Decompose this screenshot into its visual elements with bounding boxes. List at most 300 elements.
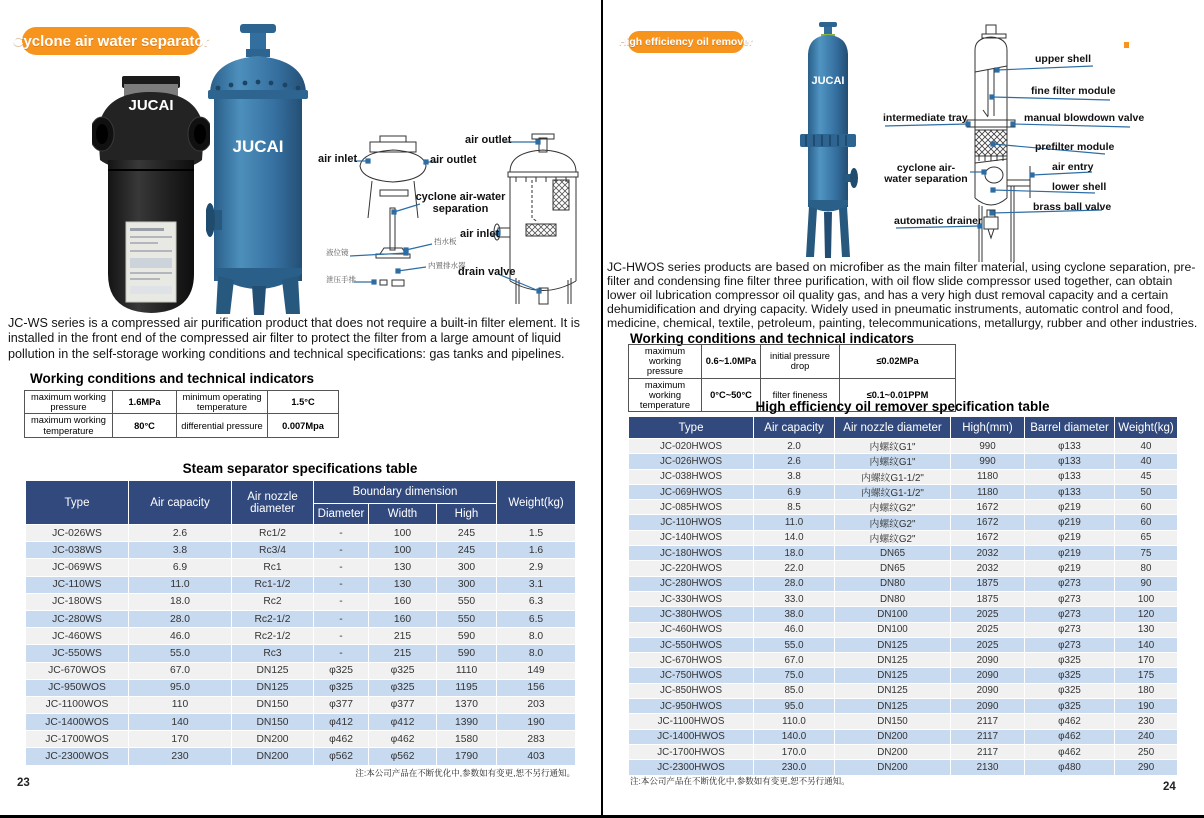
table-cell: φ133 [1025, 439, 1115, 454]
label-cyclone-separation: cyclone air-water separation [884, 162, 968, 186]
table-cell: 46.0 [129, 628, 232, 645]
working-conditions-heading: Working conditions and technical indicators [630, 331, 915, 346]
section-badge-oil-remover: High efficiency oil remover [628, 31, 744, 53]
table-row [629, 439, 1178, 454]
column-header-weight: Weight(kg) [497, 481, 576, 525]
table-cell: 240 [1115, 729, 1178, 744]
label-vessel-drain-valve: drain valve [458, 266, 516, 278]
table-cell: 590 [437, 628, 497, 645]
table-cell: 55.0 [129, 645, 232, 662]
table-cell: DN65 [835, 546, 951, 561]
label-level-gauge: 液位镜 [326, 248, 349, 257]
table-cell: - [314, 559, 369, 576]
table-row [26, 525, 576, 542]
table-cell: φ325 [369, 679, 437, 696]
table-row [26, 559, 576, 576]
table-cell: JC-850HWOS [629, 683, 754, 698]
table-cell: 175 [1115, 668, 1178, 683]
table-cell: 1672 [951, 515, 1025, 530]
table-cell: DN200 [835, 760, 951, 775]
table-row [629, 653, 1178, 668]
series-description: JC-WS series is a compressed air purification product that does not require a built-in filter element. It is installed in the front end of the compressed air filter to protect the filter from a large amount of liquid pollution in the self-storage working conditions and technical specifications: gas tanks and pipelines. [8, 316, 580, 361]
table-row [26, 628, 576, 645]
table-cell: initial pressure drop [761, 345, 840, 379]
table-cell: JC-670HWOS [629, 653, 754, 668]
table-cell: 100 [369, 525, 437, 542]
table-row [629, 546, 1178, 561]
label-lower-shell: lower shell [1052, 181, 1107, 193]
table-row [26, 679, 576, 696]
table-row [629, 530, 1178, 545]
table-cell: 内螺纹G2" [835, 515, 951, 530]
series-description: JC-HWOS series products are based on microfiber as the main filter material, using cyclone separation, pre-filter and condensing fine filter three purification, with oil flow slide compressor used together, can obtain lower oil lubrication compressor oil quality gas, and has a very high dust removal capacity and a certain dehumidification and drying capacity. Widely used in pneumatic instruments, automatic control and food, medicine, chemical, textile, petroleum, painting, telecommunications, metallurgy, rubber and other industries. [607, 260, 1198, 330]
table-cell: 1875 [951, 576, 1025, 591]
table-row [26, 662, 576, 679]
table-cell: φ219 [1025, 530, 1115, 545]
table-cell: 内螺纹G2" [835, 530, 951, 545]
table-cell: JC-950WOS [26, 679, 129, 696]
table-cell: 1110 [437, 662, 497, 679]
table-cell: φ462 [1025, 714, 1115, 729]
table-cell: 40 [1115, 454, 1178, 469]
table-cell: DN125 [835, 637, 951, 652]
table-cell: 230.0 [754, 760, 835, 775]
column-header-width: Width [369, 504, 437, 525]
table-row [629, 668, 1178, 683]
table-cell: JC-670WOS [26, 662, 129, 679]
table-cell: 90 [1115, 576, 1178, 591]
table-cell: φ273 [1025, 637, 1115, 652]
column-header-nozzle: Air nozzle diameter [232, 481, 314, 525]
table-cell: 内螺纹G1" [835, 439, 951, 454]
table-cell: φ325 [314, 662, 369, 679]
table-cell: JC-1400WOS [26, 714, 129, 731]
table-cell: 内螺纹G1-1/2" [835, 469, 951, 484]
label-air-inlet: air inlet [318, 153, 358, 165]
table-cell: JC-1100WOS [26, 696, 129, 713]
table-cell: 550 [437, 610, 497, 627]
page-number: 23 [17, 777, 30, 789]
table-cell: 1180 [951, 484, 1025, 499]
table-cell: 0°C~50°C [702, 378, 761, 412]
table-cell: JC-1400HWOS [629, 729, 754, 744]
table-cell: JC-550WS [26, 645, 129, 662]
table-cell: 140 [129, 714, 232, 731]
table-cell: - [314, 593, 369, 610]
table-cell: 2117 [951, 729, 1025, 744]
table-cell: 2.0 [754, 439, 835, 454]
table-cell: 2090 [951, 683, 1025, 698]
table-cell: φ562 [369, 748, 437, 765]
table-cell: differential pressure [177, 414, 268, 437]
table-cell: 140.0 [754, 729, 835, 744]
table-cell: 6.3 [497, 593, 576, 610]
table-cell: φ480 [1025, 760, 1115, 775]
table-cell: 160 [369, 610, 437, 627]
table-row [629, 345, 956, 379]
table-cell: - [314, 628, 369, 645]
table-cell: φ133 [1025, 469, 1115, 484]
table-row [26, 542, 576, 559]
table-row [629, 729, 1178, 744]
working-conditions-table [24, 390, 339, 438]
table-row [26, 645, 576, 662]
table-cell: DN125 [232, 679, 314, 696]
table-cell: 22.0 [754, 561, 835, 576]
table-cell: 1.5°C [268, 391, 339, 414]
column-header-air-capacity: Air capacity [129, 481, 232, 525]
table-cell: 11.0 [754, 515, 835, 530]
table-cell: 6.5 [497, 610, 576, 627]
table-cell: Rc3/4 [232, 542, 314, 559]
table-cell: 67.0 [754, 653, 835, 668]
table-cell: 290 [1115, 760, 1178, 775]
table-cell: - [314, 525, 369, 542]
table-cell: 190 [1115, 699, 1178, 714]
table-row [629, 744, 1178, 759]
table-cell: Rc2-1/2 [232, 610, 314, 627]
table-cell: - [314, 576, 369, 593]
table-cell: 245 [437, 525, 497, 542]
table-cell: - [314, 645, 369, 662]
table-cell: 1195 [437, 679, 497, 696]
table-cell: 245 [437, 542, 497, 559]
table-cell: 300 [437, 576, 497, 593]
table-cell: ≤0.02MPa [840, 345, 956, 379]
table-row [629, 699, 1178, 714]
label-builtin-drainer: 内置排水器 [428, 261, 466, 270]
table-row [629, 637, 1178, 652]
table-cell: φ462 [1025, 744, 1115, 759]
table-cell: JC-140HWOS [629, 530, 754, 545]
label-automatic-drainer: automatic drainer [894, 215, 983, 227]
table-row [629, 591, 1178, 606]
table-cell: Rc1-1/2 [232, 576, 314, 593]
table-cell: 55.0 [754, 637, 835, 652]
table-cell: 2032 [951, 546, 1025, 561]
oil-remover-spec-table [628, 416, 1178, 776]
table-row [629, 683, 1178, 698]
table-cell: 95.0 [754, 699, 835, 714]
table-cell: DN150 [232, 696, 314, 713]
table-row [25, 414, 339, 437]
table-cell: φ462 [369, 731, 437, 748]
orange-marker-dot [1124, 42, 1129, 48]
label-vessel-air-inlet: air inlet [460, 228, 500, 240]
table-cell: 8.0 [497, 628, 576, 645]
column-header-diameter: Diameter [314, 504, 369, 525]
column-header-nozzle: Air nozzle diameter [835, 417, 951, 439]
page-divider [601, 0, 603, 818]
table-cell: φ219 [1025, 515, 1115, 530]
table-cell: 3.8 [129, 542, 232, 559]
table-row [26, 696, 576, 713]
table-cell: DN200 [232, 731, 314, 748]
column-header-high: High [437, 504, 497, 525]
table-cell: 75.0 [754, 668, 835, 683]
table-cell: 2.9 [497, 559, 576, 576]
table-cell: 100 [369, 542, 437, 559]
table-cell: DN65 [835, 561, 951, 576]
table-cell: 内螺纹G1" [835, 454, 951, 469]
table-cell: JC-280HWOS [629, 576, 754, 591]
label-upper-shell: upper shell [1035, 53, 1092, 65]
table-cell: filter fineness [761, 378, 840, 412]
table-cell: 550 [437, 593, 497, 610]
table-cell: 1.6MPa [113, 391, 177, 414]
table-cell: 250 [1115, 744, 1178, 759]
table-cell: 230 [129, 748, 232, 765]
table-cell: 6.9 [129, 559, 232, 576]
page-number: 24 [1163, 781, 1176, 793]
table-cell: JC-1700HWOS [629, 744, 754, 759]
table-cell: 18.0 [754, 546, 835, 561]
table-cell: φ219 [1025, 546, 1115, 561]
table-cell: 403 [497, 748, 576, 765]
table-cell: φ273 [1025, 622, 1115, 637]
table-cell: DN150 [835, 714, 951, 729]
column-header-weight: Weight(kg) [1115, 417, 1178, 439]
table-row [629, 561, 1178, 576]
label-cyclone-separation: cyclone air-water separation [415, 191, 506, 215]
table-cell: DN150 [232, 714, 314, 731]
table-row [26, 748, 576, 765]
table-cell: 2090 [951, 653, 1025, 668]
table-cell: 180 [1115, 683, 1178, 698]
table-cell: 1370 [437, 696, 497, 713]
table-row [26, 593, 576, 610]
table-cell: 80°C [113, 414, 177, 437]
working-conditions-heading: Working conditions and technical indicators [30, 371, 315, 386]
label-relief-hand-valve: 泄压手排 [326, 275, 356, 284]
table-cell: maximum working pressure [629, 345, 702, 379]
table-row [26, 576, 576, 593]
table-cell: 1390 [437, 714, 497, 731]
table-cell: JC-069HWOS [629, 484, 754, 499]
table-cell: 2025 [951, 622, 1025, 637]
table-cell: 33.0 [754, 591, 835, 606]
table-cell: φ377 [369, 696, 437, 713]
table-cell: JC-550HWOS [629, 637, 754, 652]
table-cell: 28.0 [129, 610, 232, 627]
table-cell: 130 [369, 576, 437, 593]
table-cell: φ219 [1025, 500, 1115, 515]
table-cell: 0.6~1.0MPa [702, 345, 761, 379]
table-cell: 590 [437, 645, 497, 662]
table-cell: 75 [1115, 546, 1178, 561]
table-cell: 130 [369, 559, 437, 576]
label-fine-filter-module: fine filter module [1031, 85, 1116, 97]
table-cell: 2025 [951, 607, 1025, 622]
table-row [629, 622, 1178, 637]
table-row [26, 610, 576, 627]
table-cell: JC-460HWOS [629, 622, 754, 637]
table-cell: 内螺纹G1-1/2" [835, 484, 951, 499]
table-cell: 2025 [951, 637, 1025, 652]
table-cell: DN100 [835, 622, 951, 637]
table-cell: Rc3 [232, 645, 314, 662]
table-cell: JC-280WS [26, 610, 129, 627]
table-cell: 85.0 [754, 683, 835, 698]
label-prefilter-module: prefilter module [1035, 141, 1115, 153]
table-cell: 1875 [951, 591, 1025, 606]
brand-logo: JUCAI [232, 137, 284, 156]
table-cell: DN200 [835, 744, 951, 759]
column-header-high: High(mm) [951, 417, 1025, 439]
table-cell: 65 [1115, 530, 1178, 545]
table-cell: 140 [1115, 637, 1178, 652]
tall-vessel-photo [797, 22, 859, 260]
spec-table-title: High efficiency oil remover specification table [755, 399, 1050, 414]
table-cell: 1.6 [497, 542, 576, 559]
table-cell: 60 [1115, 515, 1178, 530]
table-cell: 990 [951, 439, 1025, 454]
table-cell: DN100 [835, 607, 951, 622]
table-row [629, 576, 1178, 591]
table-cell: 100 [1115, 591, 1178, 606]
label-intermediate-tray: intermediate tray [883, 112, 968, 124]
table-cell: 170 [1115, 653, 1178, 668]
table-cell: 60 [1115, 500, 1178, 515]
label-air-outlet: air outlet [430, 154, 477, 166]
spec-table-title: Steam separator specifications table [182, 461, 418, 476]
table-row [629, 484, 1178, 499]
column-header-barrel: Barrel diameter [1025, 417, 1115, 439]
table-cell: 156 [497, 679, 576, 696]
table-cell: 300 [437, 559, 497, 576]
column-header-type: Type [629, 417, 754, 439]
table-cell: 14.0 [754, 530, 835, 545]
section-badge-cyclone-separator: Cyclone air water separator [22, 27, 200, 55]
table-cell: 1672 [951, 500, 1025, 515]
table-cell: φ562 [314, 748, 369, 765]
table-cell: φ273 [1025, 576, 1115, 591]
table-cell: Rc2-1/2 [232, 628, 314, 645]
table-cell: φ412 [369, 714, 437, 731]
column-header-air-capacity: Air capacity [754, 417, 835, 439]
table-cell: 6.9 [754, 484, 835, 499]
table-cell: 3.8 [754, 469, 835, 484]
table-cell: DN80 [835, 576, 951, 591]
table-row [629, 760, 1178, 775]
table-cell: DN125 [232, 662, 314, 679]
table-cell: ≤0.1~0.01PPM [840, 378, 956, 412]
table-cell: φ377 [314, 696, 369, 713]
table-cell: 203 [497, 696, 576, 713]
table-row [25, 391, 339, 414]
label-air-entry: air entry [1052, 161, 1094, 173]
table-cell: JC-2300HWOS [629, 760, 754, 775]
table-cell: DN125 [835, 699, 951, 714]
table-footnote: 注:本公司产品在不断优化中,参数如有变更,恕不另行通知。 [630, 776, 850, 786]
blue-vessel-photo [206, 24, 310, 316]
label-vessel-air-outlet: air outlet [465, 134, 512, 146]
table-cell: Rc1 [232, 559, 314, 576]
table-cell: DN80 [835, 591, 951, 606]
table-cell: φ462 [1025, 729, 1115, 744]
table-row [629, 607, 1178, 622]
table-cell: JC-110WS [26, 576, 129, 593]
table-cell: 283 [497, 731, 576, 748]
table-cell: JC-038HWOS [629, 469, 754, 484]
table-cell: φ273 [1025, 591, 1115, 606]
table-cell: 0.007Mpa [268, 414, 339, 437]
column-header-type: Type [26, 481, 129, 525]
table-cell: maximum working temperature [25, 414, 113, 437]
table-cell: φ273 [1025, 607, 1115, 622]
table-cell: 1580 [437, 731, 497, 748]
table-cell: maximum working pressure [25, 391, 113, 414]
table-cell: 40 [1115, 439, 1178, 454]
table-row [629, 454, 1178, 469]
table-cell: φ325 [1025, 668, 1115, 683]
table-cell: DN125 [835, 653, 951, 668]
table-cell: φ325 [1025, 653, 1115, 668]
separator-diagram [310, 128, 602, 310]
table-cell: JC-026HWOS [629, 454, 754, 469]
table-cell: 18.0 [129, 593, 232, 610]
table-cell: - [314, 610, 369, 627]
table-row [26, 731, 576, 748]
table-cell: DN200 [232, 748, 314, 765]
table-cell: 38.0 [754, 607, 835, 622]
label-water-baffle: 挡水板 [434, 237, 457, 246]
table-cell: φ412 [314, 714, 369, 731]
table-cell: 28.0 [754, 576, 835, 591]
table-cell: 2117 [951, 744, 1025, 759]
table-cell: 2.6 [754, 454, 835, 469]
table-cell: JC-950HWOS [629, 699, 754, 714]
table-cell: φ462 [314, 731, 369, 748]
table-cell: 67.0 [129, 662, 232, 679]
table-cell: 2032 [951, 561, 1025, 576]
table-cell: 130 [1115, 622, 1178, 637]
table-cell: JC-026WS [26, 525, 129, 542]
table-cell: 45 [1115, 469, 1178, 484]
table-cell: 1180 [951, 469, 1025, 484]
table-cell: 215 [369, 628, 437, 645]
table-cell: 8.0 [497, 645, 576, 662]
table-cell: 149 [497, 662, 576, 679]
table-cell: 1.5 [497, 525, 576, 542]
table-cell: 160 [369, 593, 437, 610]
table-row [629, 714, 1178, 729]
table-cell: JC-110HWOS [629, 515, 754, 530]
table-cell: JC-020HWOS [629, 439, 754, 454]
table-cell: 95.0 [129, 679, 232, 696]
column-header-boundary: Boundary dimension [314, 481, 497, 504]
table-cell: JC-330HWOS [629, 591, 754, 606]
table-cell: - [314, 542, 369, 559]
table-cell: Rc1/2 [232, 525, 314, 542]
table-row [629, 500, 1178, 515]
table-cell: JC-220HWOS [629, 561, 754, 576]
table-cell: 2117 [951, 714, 1025, 729]
table-footnote: 注:本公司产品在不断优化中,参数如有变更,恕不另行通知。 [355, 768, 575, 778]
table-cell: φ325 [1025, 699, 1115, 714]
table-cell: 50 [1115, 484, 1178, 499]
steam-separator-spec-table [25, 480, 576, 766]
table-cell: JC-2300WOS [26, 748, 129, 765]
black-filter-photo [92, 72, 210, 317]
table-cell: 1672 [951, 530, 1025, 545]
table-cell: maximum working temperature [629, 378, 702, 412]
table-cell: 110.0 [754, 714, 835, 729]
table-cell: 11.0 [129, 576, 232, 593]
table-cell: 990 [951, 454, 1025, 469]
table-cell: minimum operating temperature [177, 391, 268, 414]
table-cell: 46.0 [754, 622, 835, 637]
